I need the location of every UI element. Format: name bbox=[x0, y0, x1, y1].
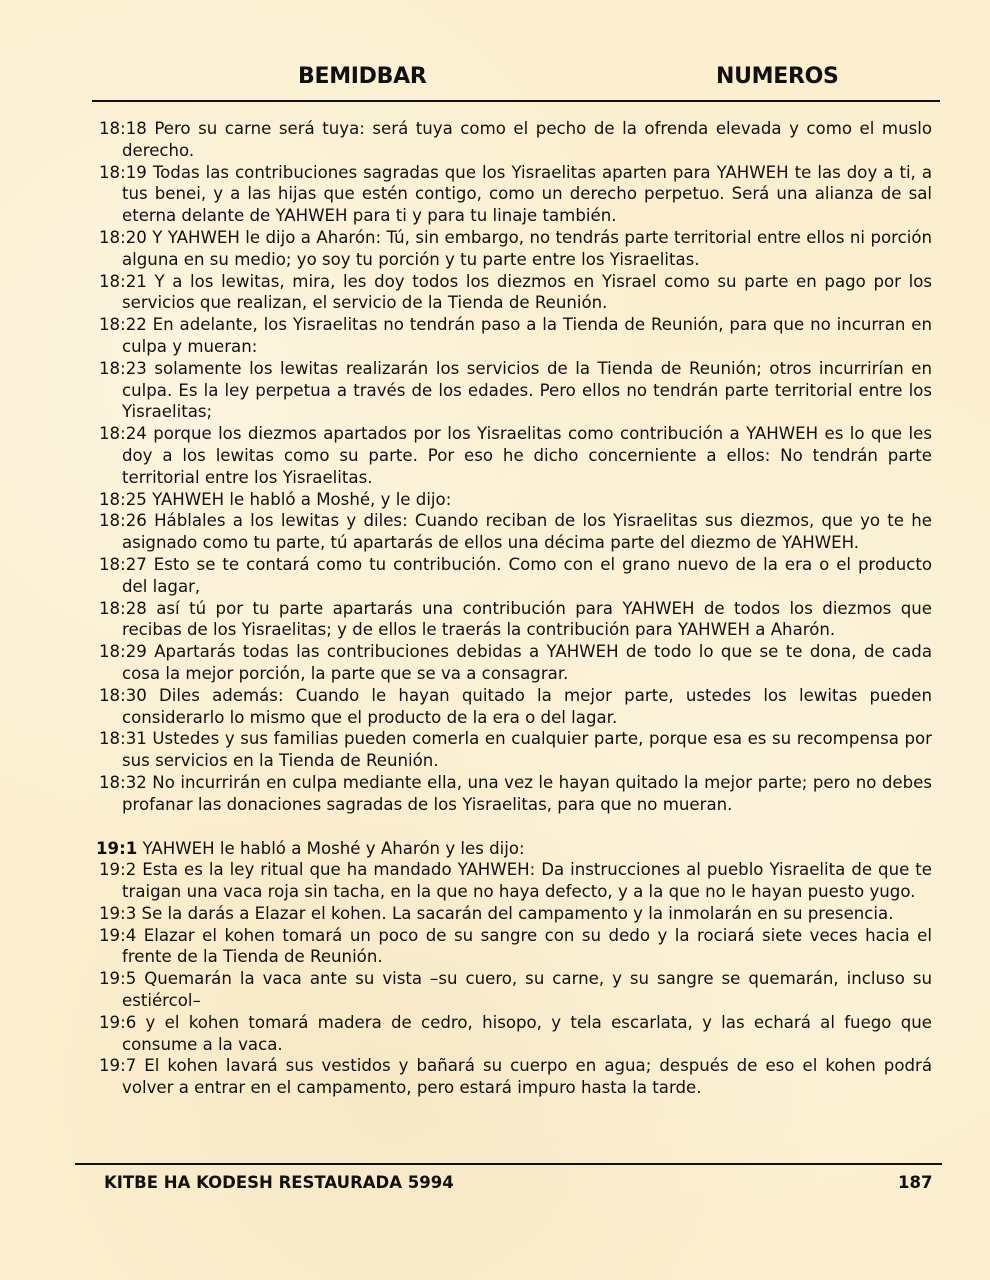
verse-18-27: 18:27 Esto se te contará como tu contribución. Como con el grano nuevo de la era o el producto del lagar, bbox=[99, 554, 932, 596]
verse-18-31: 18:31 Ustedes y sus familias pueden comerla en cualquier parte, porque esa es su recompensa por sus servicios en la Tienda de Reunión. bbox=[99, 729, 932, 771]
verse-18-19: 18:19 Todas las contribuciones sagradas que los Yisraelitas aparten para YAHWEH te las doy a ti, a tus benei, y a las hijas que estén contigo, como un derecho perpetuo. Será una alianza de sal eterna delante de YAHWEH para ti y para tu linaje también. bbox=[99, 162, 932, 226]
verse-18-21: 18:21 Y a los lewitas, mira, les doy todos los diezmos en Yisrael como su parte en pago por los servicios que realizan, el servicio de la Tienda de Reunión. bbox=[99, 271, 932, 313]
verse-18-25: 18:25 YAHWEH le habló a Moshé, y le dijo: bbox=[99, 489, 452, 509]
publication-title: KITBE HA KODESH RESTAURADA 5994 bbox=[104, 1173, 454, 1192]
verse-18-26: 18:26 Háblales a los lewitas y diles: Cuando reciban de los Yisraelitas sus diezmos, que yo te he asignado como tu parte, tú apartarás de ellos una décima parte del diezmo de YAHWEH. bbox=[99, 511, 932, 553]
book-title-hebrew: BEMIDBAR bbox=[298, 64, 427, 89]
page-header bbox=[92, 62, 940, 102]
chapter-gap bbox=[96, 816, 932, 838]
verse-18-24: 18:24 porque los diezmos apartados por los Yisraelitas como contribución a YAHWEH es lo que les doy a los lewitas como su parte. Por eso he dicho concerniente a ellos: No tendrán parte territorial entre los Yisraelitas. bbox=[99, 424, 932, 487]
book-title-spanish: NUMEROS bbox=[716, 64, 839, 89]
verse-18-32: 18:32 No incurrirán en culpa mediante ella, una vez le hayan quitado la mejor parte; pero no debes profanar las donaciones sagradas de los Yisraelitas, para que no mueran. bbox=[99, 772, 932, 814]
verse-18-18: 18:18 Pero su carne será tuya: será tuya como el pecho de la ofrenda elevada y como el muslo derecho. bbox=[99, 119, 932, 160]
chapter-19-verse-number: 19:1 bbox=[96, 838, 138, 858]
verse-18-23: 18:23 solamente los lewitas realizarán los servicios de la Tienda de Reunión; otros incurrirían en culpa. Es la ley perpetua a través de los edades. Pero ellos no tendrán parte territorial entre los Yisraelitas; bbox=[99, 358, 932, 422]
verse-18-30: 18:30 Diles además: Cuando le hayan quitado la mejor parte, ustedes los lewitas pueden considerarlo lo mismo que el producto de la era o del lagar. bbox=[99, 685, 932, 727]
verse-19-5: 19:5 Quemarán la vaca ante su vista –su cuero, su carne, y su sangre se quemarán, incluso su estiércol– bbox=[99, 969, 932, 1011]
scripture-text bbox=[96, 118, 932, 1099]
verse-19-4: 19:4 Elazar el kohen tomará un poco de su sangre con su dedo y la rociará siete veces hacia el frente de la Tienda de Reunión. bbox=[99, 925, 932, 967]
verse-18-28: 18:28 así tú por tu parte apartarás una contribución para YAHWEH de todos los diezmos que recibas de los Yisraelitas; y de ellos le traerás la contribución para YAHWEH a Aharón. bbox=[99, 598, 932, 640]
page-footer bbox=[75, 1163, 942, 1192]
page-number: 187 bbox=[898, 1173, 933, 1192]
verse-18-22: 18:22 En adelante, los Yisraelitas no tendrán paso a la Tienda de Reunión, para que no incurran en culpa y mueran: bbox=[99, 315, 932, 356]
verse-18-29: 18:29 Apartarás todas las contribuciones debidas a YAHWEH de todo lo que se te dona, de cada cosa la mejor porción, la parte que se va a consagrar. bbox=[99, 642, 932, 683]
verse-19-2: 19:2 Esta es la ley ritual que ha mandado YAHWEH: Da instrucciones al pueblo Yisraelita de que te traigan una vaca roja sin tacha, en la que no haya defecto, y a la que no le hayan puesto yugo. bbox=[99, 860, 932, 902]
verse-18-20: 18:20 Y YAHWEH le dijo a Aharón: Tú, sin embargo, no tendrás parte territorial entre ellos ni porción alguna en su medio; yo soy tu porción y tu parte entre los Yisraelitas. bbox=[99, 227, 932, 269]
verse-19-1-text: YAHWEH le habló a Moshé y Aharón y les dijo: bbox=[137, 838, 525, 858]
verse-19-1 bbox=[96, 838, 932, 860]
verse-19-3: 19:3 Se la darás a Elazar el kohen. La sacarán del campamento y la inmolarán en su presencia. bbox=[99, 903, 894, 923]
verse-19-6: 19:6 y el kohen tomará madera de cedro, hisopo, y tela escarlata, y las echará al fuego que consume a la vaca. bbox=[99, 1012, 932, 1054]
verse-19-7: 19:7 El kohen lavará sus vestidos y bañará su cuerpo en agua; después de eso el kohen podrá volver a entrar en el campamento, pero estará impuro hasta la tarde. bbox=[99, 1056, 932, 1098]
